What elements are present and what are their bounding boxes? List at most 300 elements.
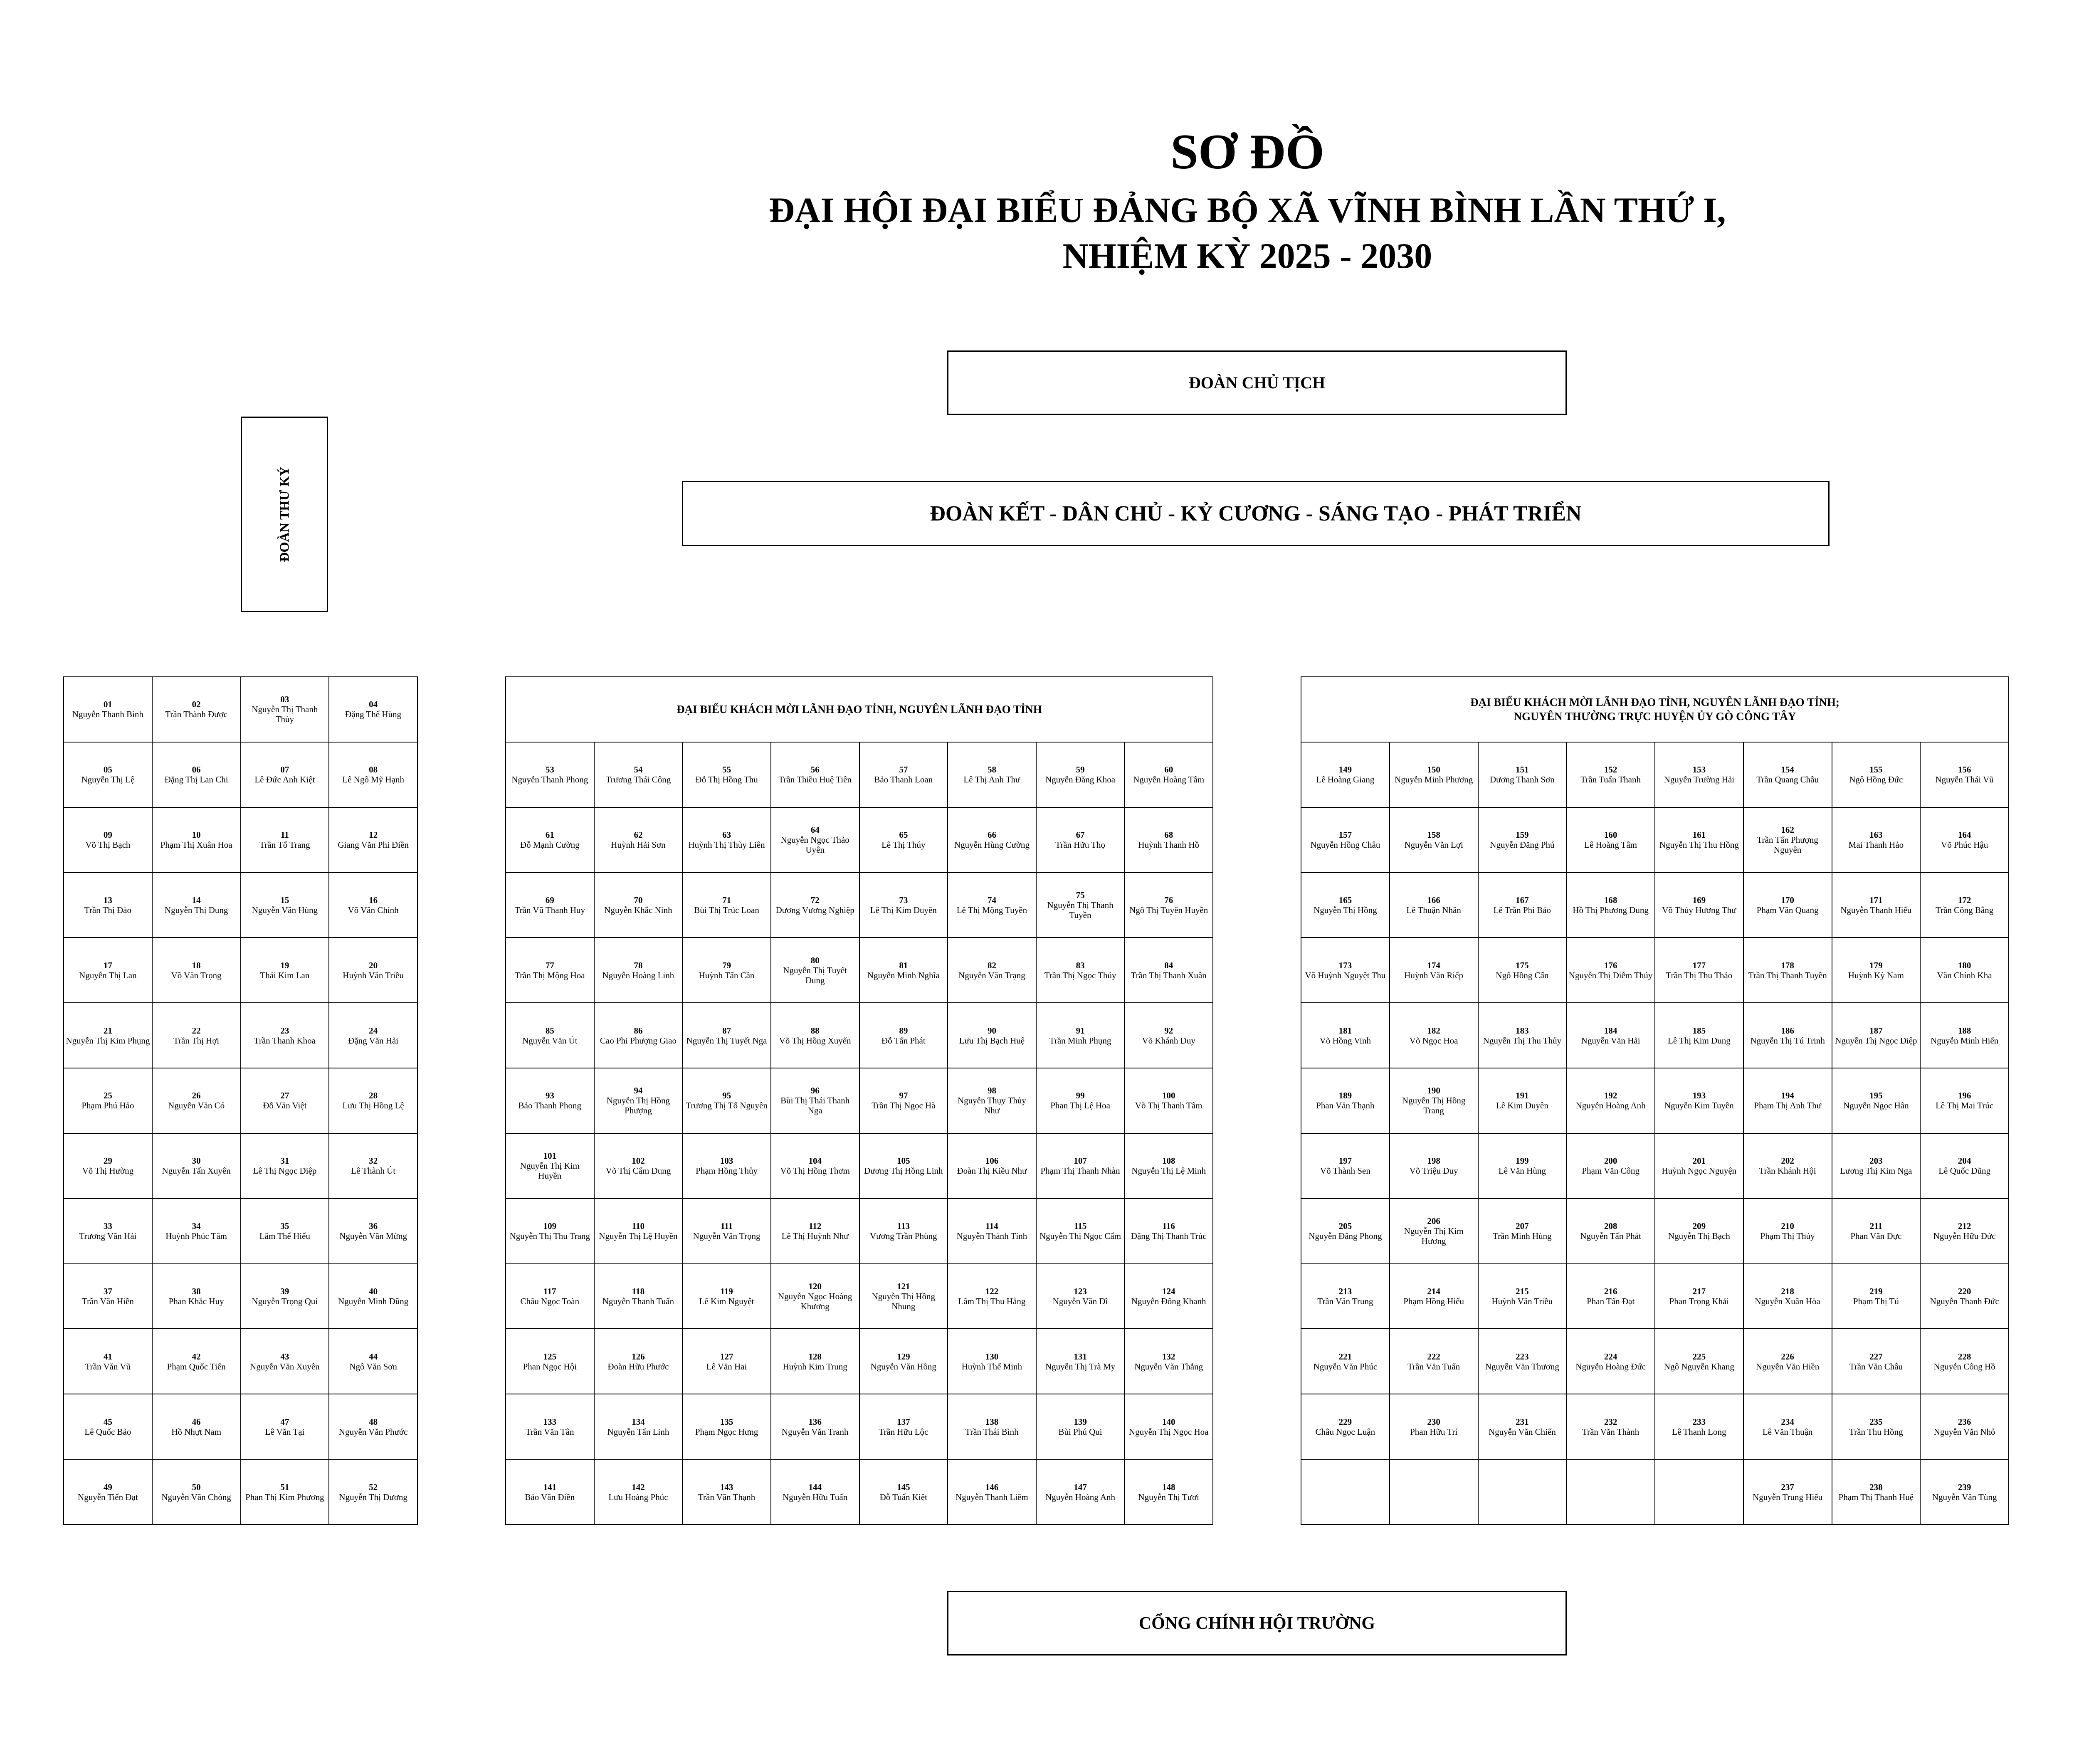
delegate-name: Nguyễn Tấn Phát bbox=[1580, 1231, 1641, 1241]
seat-number: 79 bbox=[722, 960, 731, 970]
seat-number: 192 bbox=[1604, 1090, 1617, 1101]
seat-number: 35 bbox=[280, 1221, 289, 1231]
seat bbox=[1301, 1329, 1390, 1394]
delegate-name: Đỗ Văn Việt bbox=[263, 1100, 307, 1111]
seat bbox=[683, 1134, 771, 1199]
delegate-name: Đặng Thị Thanh Trúc bbox=[1131, 1231, 1207, 1241]
seat bbox=[1832, 1199, 1921, 1264]
delegate-name: Nguyễn Hồng Châu bbox=[1310, 840, 1380, 850]
seat bbox=[1744, 1460, 1832, 1525]
seat bbox=[1567, 938, 1655, 1003]
seat bbox=[1301, 1003, 1390, 1068]
seat-number: 61 bbox=[545, 830, 554, 840]
seat bbox=[595, 1460, 683, 1525]
delegate-name: Võ Thị Thanh Tâm bbox=[1135, 1100, 1202, 1111]
seat-number: 150 bbox=[1427, 765, 1440, 775]
seat bbox=[860, 1460, 948, 1525]
delegate-name: Nguyễn Văn Dĩ bbox=[1052, 1296, 1108, 1307]
delegate-name: Phạm Thị Xuân Hoa bbox=[160, 840, 232, 850]
seat bbox=[1037, 938, 1125, 1003]
delegate-name: Trần Văn Hiền bbox=[81, 1296, 134, 1307]
seat-number: 144 bbox=[808, 1482, 822, 1492]
seat bbox=[1567, 1003, 1655, 1068]
delegate-name: Giang Văn Phi Điền bbox=[338, 840, 409, 850]
seat-number: 173 bbox=[1338, 960, 1352, 970]
delegate-name: Võ Huỳnh Nguyệt Thu bbox=[1305, 970, 1386, 980]
seat-number: 70 bbox=[634, 895, 643, 905]
seat bbox=[1390, 1199, 1479, 1264]
seat-number: 216 bbox=[1604, 1286, 1617, 1297]
delegate-name: Nguyễn Thị Diễm Thúy bbox=[1568, 970, 1653, 980]
seat-number: 16 bbox=[369, 895, 378, 905]
seat bbox=[948, 1199, 1037, 1264]
seat bbox=[1744, 1003, 1832, 1068]
delegate-name: Võ Thị Cẩm Dung bbox=[605, 1166, 671, 1176]
seat bbox=[1744, 1394, 1832, 1460]
seat-number: 143 bbox=[720, 1482, 733, 1492]
seat bbox=[1301, 1394, 1390, 1460]
seat bbox=[153, 1134, 241, 1199]
seat-number: 165 bbox=[1338, 895, 1352, 905]
delegate-name: Nguyễn Minh Nghĩa bbox=[867, 970, 940, 980]
seat-number: 74 bbox=[987, 895, 996, 905]
seat bbox=[771, 1199, 860, 1264]
seat-number: 136 bbox=[808, 1416, 822, 1427]
seat-number: 120 bbox=[808, 1281, 822, 1292]
seat-number: 36 bbox=[369, 1221, 378, 1231]
seat bbox=[1921, 743, 2009, 808]
delegate-name: Nguyễn Hoàng Tâm bbox=[1133, 775, 1205, 785]
seat bbox=[64, 1264, 153, 1330]
delegate-name: Nguyễn Văn Tùng bbox=[1932, 1492, 1997, 1502]
delegate-name: Dương Thanh Sơn bbox=[1490, 775, 1555, 785]
delegate-name: Nguyễn Thị Thu Thủy bbox=[1483, 1035, 1562, 1046]
seat bbox=[1655, 938, 1744, 1003]
delegate-name: Huỳnh Thế Minh bbox=[961, 1361, 1022, 1372]
seat bbox=[683, 1199, 771, 1264]
delegate-name: Nguyễn Tiến Đạt bbox=[78, 1492, 138, 1502]
delegate-name: Ngô Văn Sơn bbox=[349, 1361, 397, 1372]
seat-number: 73 bbox=[899, 895, 908, 905]
seat-number: 86 bbox=[634, 1025, 643, 1036]
seat bbox=[64, 1199, 153, 1264]
seat bbox=[153, 677, 241, 743]
seat bbox=[1832, 1264, 1921, 1330]
delegate-name: Võ Khánh Duy bbox=[1142, 1035, 1195, 1046]
seat bbox=[506, 938, 595, 1003]
delegate-name: Nguyễn Đăng Khoa bbox=[1045, 775, 1116, 785]
seat-number: 202 bbox=[1781, 1156, 1794, 1166]
seat-number: 57 bbox=[899, 765, 908, 775]
center-block-header: ĐẠI BIỂU KHÁCH MỜI LÃNH ĐẠO TỈNH, NGUYÊN LÃNH ĐẠO TỈNH bbox=[506, 677, 1213, 743]
delegate-name: Nguyễn Văn Phước bbox=[338, 1426, 408, 1437]
seat-number: 132 bbox=[1162, 1351, 1175, 1362]
delegate-name: Lưu Thị Hồng Lệ bbox=[342, 1100, 404, 1111]
seat-number: 172 bbox=[1958, 895, 1971, 905]
seat bbox=[506, 1329, 595, 1394]
delegate-name: Nguyễn Thanh Bình bbox=[72, 709, 143, 720]
seat-number: 53 bbox=[545, 765, 554, 775]
seat-number: 42 bbox=[192, 1351, 201, 1362]
seat bbox=[1832, 743, 1921, 808]
seat-number: 211 bbox=[1869, 1221, 1883, 1231]
seat-number: 28 bbox=[369, 1090, 378, 1101]
seat-number: 60 bbox=[1164, 765, 1173, 775]
delegate-name: Phan Ngọc Hội bbox=[523, 1361, 577, 1372]
seat bbox=[771, 1068, 860, 1134]
seat-number: 10 bbox=[192, 830, 201, 840]
delegate-name: Nguyễn Minh Hiển bbox=[1930, 1035, 1999, 1046]
seat-number: 170 bbox=[1781, 895, 1794, 905]
seat bbox=[64, 938, 153, 1003]
seat-number: 45 bbox=[103, 1416, 112, 1427]
delegate-name: Nguyễn Minh Phương bbox=[1395, 775, 1473, 785]
delegate-name: Nguyễn Thị Thu Trang bbox=[509, 1231, 590, 1241]
delegate-name: Nguyễn Thị Hồng bbox=[1314, 905, 1377, 915]
delegate-name: Nguyễn Thị Thanh Tuyền bbox=[1047, 900, 1114, 920]
seat bbox=[329, 1068, 418, 1134]
seat bbox=[1744, 1134, 1832, 1199]
seat-number: 233 bbox=[1692, 1416, 1706, 1427]
seat-number: 93 bbox=[545, 1090, 554, 1101]
seat-number: 46 bbox=[192, 1416, 201, 1427]
seat bbox=[771, 808, 860, 873]
delegate-name: Trần Thị Thu Thảo bbox=[1666, 970, 1733, 980]
delegate-name: Phạm Văn Công bbox=[1582, 1166, 1639, 1176]
seat-number: 92 bbox=[1164, 1025, 1173, 1036]
seat bbox=[1390, 1068, 1479, 1134]
presidium-label: ĐOÀN CHỦ TỊCH bbox=[1188, 373, 1326, 392]
seat bbox=[1390, 1394, 1479, 1460]
delegate-name: Nguyễn Thị Ngọc Diệp bbox=[1835, 1035, 1917, 1046]
seat bbox=[1479, 1460, 1567, 1525]
seat-number: 113 bbox=[897, 1221, 910, 1231]
seat bbox=[64, 677, 153, 743]
delegate-name: Huỳnh Hải Sơn bbox=[611, 840, 666, 850]
delegate-name: Trần Hữu Lộc bbox=[879, 1426, 928, 1437]
seat bbox=[1125, 808, 1213, 873]
delegate-name: Trần Công Bằng bbox=[1936, 905, 1994, 915]
delegate-name: Bảo Thanh Phong bbox=[518, 1100, 581, 1111]
seat-number: 169 bbox=[1692, 895, 1706, 905]
seat-number: 239 bbox=[1958, 1482, 1971, 1492]
seat bbox=[1125, 1460, 1213, 1525]
seat bbox=[1832, 1329, 1921, 1394]
delegate-name: Lê Trần Phi Bảo bbox=[1493, 905, 1551, 915]
seat bbox=[506, 1264, 595, 1330]
seat bbox=[1744, 1199, 1832, 1264]
delegate-name: Nguyễn Văn Phúc bbox=[1313, 1361, 1378, 1372]
delegate-name: Lê Thanh Long bbox=[1672, 1426, 1726, 1437]
seat-number: 80 bbox=[810, 955, 820, 965]
seat bbox=[1301, 1199, 1390, 1264]
seat bbox=[1390, 743, 1479, 808]
seat-number: 213 bbox=[1338, 1286, 1352, 1297]
delegate-name: Trần Văn Tân bbox=[526, 1426, 574, 1437]
seat bbox=[1832, 1003, 1921, 1068]
delegate-name: Phạm Hồng Hiếu bbox=[1403, 1296, 1464, 1307]
delegate-name: Lưu Hoàng Phúc bbox=[608, 1492, 668, 1502]
seat bbox=[683, 1329, 771, 1394]
seat-number: 175 bbox=[1516, 960, 1529, 970]
seat bbox=[1479, 1394, 1567, 1460]
seat bbox=[241, 677, 330, 743]
delegate-name: Nguyễn Thanh Tuấn bbox=[602, 1296, 674, 1307]
delegate-name: Nguyễn Hoàng Linh bbox=[602, 970, 674, 980]
seat-number: 232 bbox=[1604, 1416, 1617, 1427]
delegate-name: Nguyễn Văn Trọng bbox=[693, 1231, 760, 1241]
seat-number: 49 bbox=[103, 1482, 112, 1492]
delegate-name: Lương Thị Kim Nga bbox=[1840, 1166, 1912, 1176]
seat-number: 06 bbox=[192, 765, 201, 775]
seat bbox=[1479, 1003, 1567, 1068]
seat bbox=[1655, 743, 1744, 808]
delegate-name: Lê Văn Thuận bbox=[1762, 1426, 1813, 1437]
seat bbox=[1921, 1460, 2009, 1525]
delegate-name: Phạm Thị Thanh Nhàn bbox=[1040, 1166, 1120, 1176]
delegate-name: Nguyễn Thị Kim Huyền bbox=[520, 1161, 580, 1181]
seat bbox=[683, 1068, 771, 1134]
seat bbox=[1390, 1134, 1479, 1199]
seat-number: 67 bbox=[1076, 830, 1085, 840]
delegate-name: Trần Thu Hồng bbox=[1849, 1426, 1903, 1437]
seat-number: 71 bbox=[722, 895, 731, 905]
seat-number: 130 bbox=[985, 1351, 999, 1362]
seat-number: 180 bbox=[1958, 960, 1971, 970]
seat-number: 151 bbox=[1516, 765, 1529, 775]
seat-number: 18 bbox=[192, 960, 201, 970]
seat-number: 214 bbox=[1427, 1286, 1440, 1297]
slogan-text: ĐOÀN KẾT - DÂN CHỦ - KỶ CƯƠNG - SÁNG TẠO - PHÁT TRIỂN bbox=[930, 502, 1582, 525]
seat bbox=[241, 1134, 330, 1199]
seat bbox=[860, 1068, 948, 1134]
delegate-name: Đặng Thị Lan Chi bbox=[164, 775, 228, 785]
seat-number: 145 bbox=[897, 1482, 910, 1492]
delegate-name: Nguyễn Hữu Đức bbox=[1933, 1231, 1996, 1241]
seat-number: 225 bbox=[1692, 1351, 1706, 1362]
delegate-name: Trần Quang Châu bbox=[1756, 775, 1819, 785]
delegate-name: Trần Hữu Thọ bbox=[1055, 840, 1106, 850]
seat-number: 96 bbox=[810, 1086, 820, 1096]
delegate-name: Nguyễn Tấn Linh bbox=[607, 1426, 669, 1437]
seat-number: 186 bbox=[1781, 1025, 1794, 1036]
seat-number: 65 bbox=[899, 830, 908, 840]
slogan-banner bbox=[682, 481, 1830, 546]
seat-number: 156 bbox=[1958, 765, 1971, 775]
seat bbox=[1301, 1460, 1390, 1525]
seat-number: 215 bbox=[1516, 1286, 1529, 1297]
seat-number: 51 bbox=[280, 1482, 289, 1492]
seat bbox=[1744, 743, 1832, 808]
seat bbox=[683, 1003, 771, 1068]
seat bbox=[1125, 1329, 1213, 1394]
seat bbox=[1832, 808, 1921, 873]
delegate-name: Võ Thùy Hương Thư bbox=[1662, 905, 1736, 915]
seat-number: 109 bbox=[543, 1221, 557, 1231]
seat-number: 17 bbox=[103, 960, 112, 970]
seat bbox=[683, 1264, 771, 1330]
seat bbox=[241, 1264, 330, 1330]
delegate-name: Lê Đức Anh Kiệt bbox=[254, 775, 315, 785]
seat-number: 15 bbox=[280, 895, 289, 905]
seat bbox=[329, 1460, 418, 1525]
delegate-name: Nguyễn Công Hồ bbox=[1933, 1361, 1995, 1372]
seat-number: 33 bbox=[103, 1221, 112, 1231]
seat-number: 146 bbox=[985, 1482, 999, 1492]
seat-number: 194 bbox=[1781, 1090, 1794, 1101]
seat-number: 88 bbox=[810, 1025, 820, 1036]
seat bbox=[329, 938, 418, 1003]
delegate-name: Bùi Phú Qui bbox=[1058, 1426, 1102, 1437]
seat-number: 23 bbox=[280, 1025, 289, 1036]
seat bbox=[1390, 1329, 1479, 1394]
seat-number: 110 bbox=[632, 1221, 645, 1231]
delegate-name: Lê Thị Mai Trúc bbox=[1936, 1100, 1994, 1111]
seat bbox=[595, 1199, 683, 1264]
seat bbox=[1037, 808, 1125, 873]
delegate-name: Lê Thuận Nhân bbox=[1406, 905, 1461, 915]
secretariat-box bbox=[241, 417, 328, 612]
seat bbox=[948, 1460, 1037, 1525]
seat-number: 22 bbox=[192, 1025, 201, 1036]
delegate-name: Phan Tấn Đạt bbox=[1587, 1296, 1635, 1307]
delegate-name: Nguyễn Thị Dương bbox=[339, 1492, 407, 1502]
delegate-name: Dương Vương Nghiệp bbox=[775, 905, 854, 915]
seat bbox=[683, 1460, 771, 1525]
delegate-name: Hồ Thị Phương Dung bbox=[1573, 905, 1649, 915]
delegate-name: Võ Thị Hồng Thơm bbox=[780, 1166, 850, 1176]
seat-number: 21 bbox=[103, 1025, 112, 1036]
delegate-name: Huỳnh Kim Trung bbox=[783, 1361, 847, 1372]
delegate-name: Trần Tuấn Thanh bbox=[1580, 775, 1641, 785]
seat-number: 179 bbox=[1869, 960, 1883, 970]
seat bbox=[1921, 1329, 2009, 1394]
delegate-name: Huỳnh Tấn Cần bbox=[699, 970, 755, 980]
seat bbox=[1479, 1329, 1567, 1394]
seat bbox=[506, 808, 595, 873]
seat bbox=[1832, 938, 1921, 1003]
seat-number: 115 bbox=[1074, 1221, 1087, 1231]
seat bbox=[1567, 743, 1655, 808]
seat-number: 11 bbox=[280, 830, 289, 840]
delegate-name: Lê Thị Anh Thư bbox=[963, 775, 1020, 785]
seat-number: 27 bbox=[280, 1090, 289, 1101]
seat bbox=[1655, 873, 1744, 938]
diagram-term: NHIỆM KỲ 2025 - 2030 bbox=[1062, 236, 1432, 276]
seat-number: 162 bbox=[1781, 825, 1794, 835]
seat bbox=[153, 873, 241, 938]
seat bbox=[595, 808, 683, 873]
seat-number: 208 bbox=[1604, 1221, 1617, 1231]
delegate-name: Lê Kim Nguyệt bbox=[699, 1296, 754, 1307]
delegate-name: Thái Kim Lan bbox=[260, 970, 310, 980]
delegate-name: Trần Thị Thanh Tuyền bbox=[1748, 970, 1827, 980]
seat bbox=[1744, 873, 1832, 938]
delegate-name: Trương Văn Hải bbox=[79, 1231, 137, 1241]
seat bbox=[1125, 1199, 1213, 1264]
seat-number: 106 bbox=[985, 1156, 999, 1166]
seat-number: 103 bbox=[720, 1156, 733, 1166]
seat bbox=[1567, 1199, 1655, 1264]
seat-number: 81 bbox=[899, 960, 908, 970]
seat-number: 87 bbox=[722, 1025, 731, 1036]
delegate-name: Phạm Thị Tú bbox=[1853, 1296, 1899, 1307]
delegate-name: Huỳnh Văn Riếp bbox=[1404, 970, 1464, 980]
seat bbox=[1655, 1460, 1744, 1525]
seat bbox=[860, 938, 948, 1003]
seat bbox=[1655, 1264, 1744, 1330]
seat bbox=[1479, 743, 1567, 808]
delegate-name: Nguyễn Văn Trạng bbox=[958, 970, 1025, 980]
seat bbox=[1479, 808, 1567, 873]
main-gate-box bbox=[947, 1591, 1567, 1655]
delegate-name: Phan Văn Đực bbox=[1850, 1231, 1902, 1241]
delegate-name: Trần Thiều Huệ Tiên bbox=[778, 775, 852, 785]
seat-number: 43 bbox=[280, 1351, 289, 1362]
seat bbox=[241, 873, 330, 938]
seat bbox=[329, 1264, 418, 1330]
seat bbox=[1390, 1264, 1479, 1330]
seat-number: 102 bbox=[632, 1156, 645, 1166]
seat bbox=[771, 1394, 860, 1460]
seat-number: 137 bbox=[897, 1416, 910, 1427]
seat bbox=[1125, 873, 1213, 938]
delegate-name: Trần Thị Ngọc Hà bbox=[872, 1100, 936, 1111]
seat bbox=[1390, 873, 1479, 938]
seat-number: 121 bbox=[897, 1281, 910, 1292]
seat-number: 44 bbox=[369, 1351, 378, 1362]
delegate-name: Nguyễn Thị Tuyết Nga bbox=[686, 1035, 767, 1046]
delegate-name: Nguyễn Hoàng Anh bbox=[1575, 1100, 1646, 1111]
seat-number: 147 bbox=[1074, 1482, 1087, 1492]
seat-number: 14 bbox=[192, 895, 201, 905]
seat-number: 185 bbox=[1692, 1025, 1706, 1036]
seat bbox=[1479, 1068, 1567, 1134]
seat bbox=[329, 1134, 418, 1199]
seat bbox=[1301, 1134, 1390, 1199]
seat bbox=[241, 1199, 330, 1264]
seat bbox=[506, 1068, 595, 1134]
seat-number: 133 bbox=[543, 1416, 557, 1427]
seat-number: 196 bbox=[1958, 1090, 1971, 1101]
seat bbox=[1655, 1068, 1744, 1134]
seat bbox=[860, 1264, 948, 1330]
delegate-name: Trần Thị Ngọc Thúy bbox=[1044, 970, 1116, 980]
delegate-name: Trần Thành Được bbox=[165, 709, 227, 720]
delegate-name: Trần Minh Phụng bbox=[1049, 1035, 1111, 1046]
delegate-name: Phạm Thị Thanh Huệ bbox=[1838, 1492, 1914, 1502]
delegate-name: Phan Thị Lệ Hoa bbox=[1050, 1100, 1110, 1111]
delegate-name: Nguyễn Trường Hải bbox=[1664, 775, 1735, 785]
seat bbox=[153, 808, 241, 873]
center-seating-block bbox=[505, 676, 1213, 1525]
delegate-name: Lê Kim Duyên bbox=[1496, 1100, 1548, 1111]
delegate-name: Nguyễn Thái Vũ bbox=[1935, 775, 1994, 785]
seat bbox=[1037, 1460, 1125, 1525]
delegate-name: Phạm Ngọc Hưng bbox=[695, 1426, 758, 1437]
seat bbox=[1921, 1199, 2009, 1264]
seat-number: 09 bbox=[103, 830, 112, 840]
delegate-name: Nguyễn Thị Lệ bbox=[81, 775, 135, 785]
seat bbox=[153, 1264, 241, 1330]
seat bbox=[153, 1394, 241, 1460]
seat bbox=[683, 808, 771, 873]
delegate-name: Phạm Văn Quang bbox=[1756, 905, 1819, 915]
seat bbox=[1301, 808, 1390, 873]
seat bbox=[1301, 1264, 1390, 1330]
seat bbox=[64, 1068, 153, 1134]
seat bbox=[153, 938, 241, 1003]
